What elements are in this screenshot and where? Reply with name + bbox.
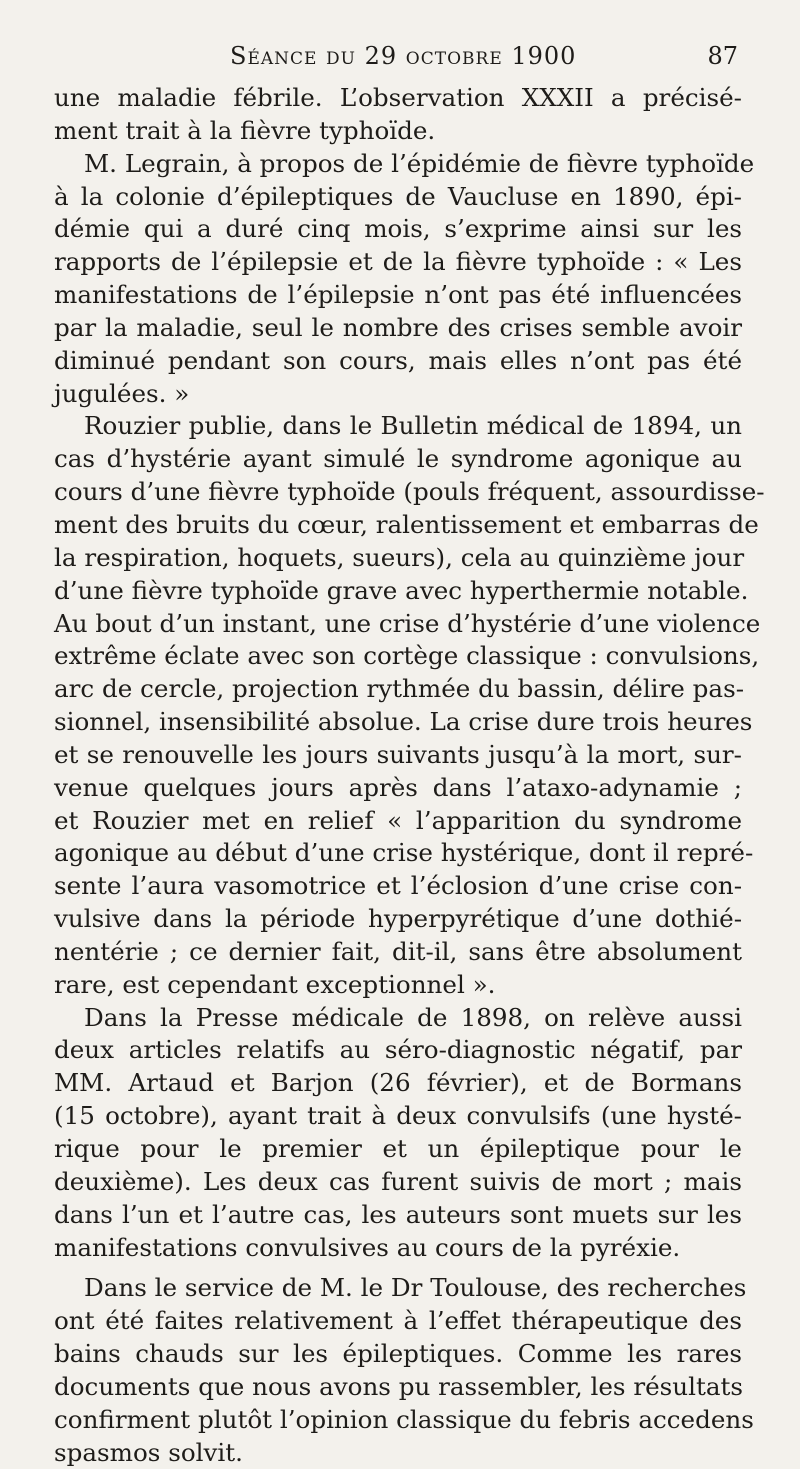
text-line: vulsive dans la période hyperpyrétique d’une dothié- — [54, 904, 742, 934]
text-line: deux articles relatifs au séro-diagnostic négatif, par — [54, 1035, 742, 1065]
text-line: et se renouvelle les jours suivants jusqu’à la mort, sur- — [54, 739, 742, 769]
text-line: confirment plutôt l’opinion classique du febris accedens — [54, 1404, 754, 1434]
text-line: MM. Artaud et Barjon (26 février), et de Bormans — [54, 1068, 742, 1098]
paragraph — [54, 1272, 754, 1469]
text-line: dans l’un et l’autre cas, les auteurs sont muets sur les — [54, 1199, 742, 1229]
text-line: manifestations convulsives au cours de la pyréxie. — [54, 1232, 681, 1262]
text-line: rique pour le premier et un épileptique pour le — [54, 1134, 742, 1163]
text-line: venue quelques jours après dans l’ataxo-adynamie ; — [54, 772, 742, 802]
text-line: extrême éclate avec son cortège classique : convulsions, — [54, 641, 760, 671]
text-line: agonique au début d’une crise hystérique, dont il repré- — [54, 838, 754, 868]
text-line: cas d’hystérie ayant simulé le syndrome agonique au — [54, 444, 742, 474]
paragraph — [54, 410, 765, 1001]
text-line: bains chauds sur les épileptiques. Comme les rares — [54, 1339, 742, 1369]
text-line: d’une fièvre typhoïde grave avec hyperthermie notable. — [54, 575, 749, 605]
text-line: la respiration, hoquets, sueurs), cela au quinzième jour — [54, 542, 745, 572]
text-line: nentérie ; ce dernier fait, dit-il, sans être absolument — [54, 936, 742, 966]
text-line: manifestations de l’épilepsie n’ont pas été influencées — [54, 280, 742, 310]
text-line: démie qui a duré cinq mois, s’exprime ainsi sur les — [54, 214, 742, 244]
text-line: rapports de l’épilepsie et de la fièvre typhoïde : « Les — [54, 247, 742, 277]
text-line: ment trait à la fièvre typhoïde. — [54, 115, 436, 145]
text-line: sente l’aura vasomotrice et l’éclosion d’une crise con- — [54, 871, 742, 901]
text-line: M. Legrain, à propos de l’épidémie de fièvre typhoïde — [84, 148, 755, 178]
text-line: cours d’une fièvre typhoïde (pouls fréquent, assourdisse- — [54, 477, 765, 507]
text-line: spasmos solvit. — [54, 1437, 243, 1467]
page-body — [54, 82, 765, 1469]
text-line: deuxième). Les deux cas furent suivis de mort ; mais — [54, 1166, 742, 1196]
paragraph — [54, 148, 755, 411]
text-line: jugulées. » — [54, 378, 190, 408]
text-line: arc de cercle, projection rythmée du bassin, délire pas- — [54, 674, 745, 704]
text-line: ment des bruits du cœur, ralentissement et embarras de — [54, 509, 759, 539]
page-number: 87 — [707, 42, 738, 70]
text-line: Dans la Presse médicale de 1898, on relève aussi — [84, 1002, 742, 1032]
text-line: et Rouzier met en relief « l’apparition du syndrome — [54, 805, 742, 835]
text-line: documents que nous avons pu rassembler, les résultats — [54, 1371, 744, 1401]
page-header — [54, 42, 738, 78]
text-line: une maladie fébrile. L’observation XXXII a précisé- — [54, 83, 742, 112]
paragraph — [54, 1002, 742, 1265]
text-line: Rouzier publie, dans le Bulletin médical de 1894, un — [84, 411, 742, 441]
text-line: à la colonie d’épileptiques de Vaucluse en 1890, épi- — [54, 181, 742, 211]
text-line: rare, est cependant exceptionnel ». — [54, 969, 496, 999]
text-line: par la maladie, seul le nombre des crises semble avoir — [54, 312, 742, 342]
text-line: Dans le service de M. le Dr Toulouse, des recherches — [84, 1273, 747, 1303]
text-line: sionnel, insensibilité absolue. La crise dure trois heures — [54, 707, 753, 737]
paragraph — [54, 82, 742, 148]
running-title: Séance du 29 octobre 1900 — [230, 42, 577, 70]
text-line: ont été faites relativement à l’effet thérapeutique des — [54, 1306, 742, 1336]
text-line: diminué pendant son cours, mais elles n’ont pas été — [54, 345, 742, 375]
text-line: (15 octobre), ayant trait à deux convulsifs (une hysté- — [54, 1101, 742, 1131]
text-line: Au bout d’un instant, une crise d’hystérie d’une violence — [54, 608, 761, 638]
